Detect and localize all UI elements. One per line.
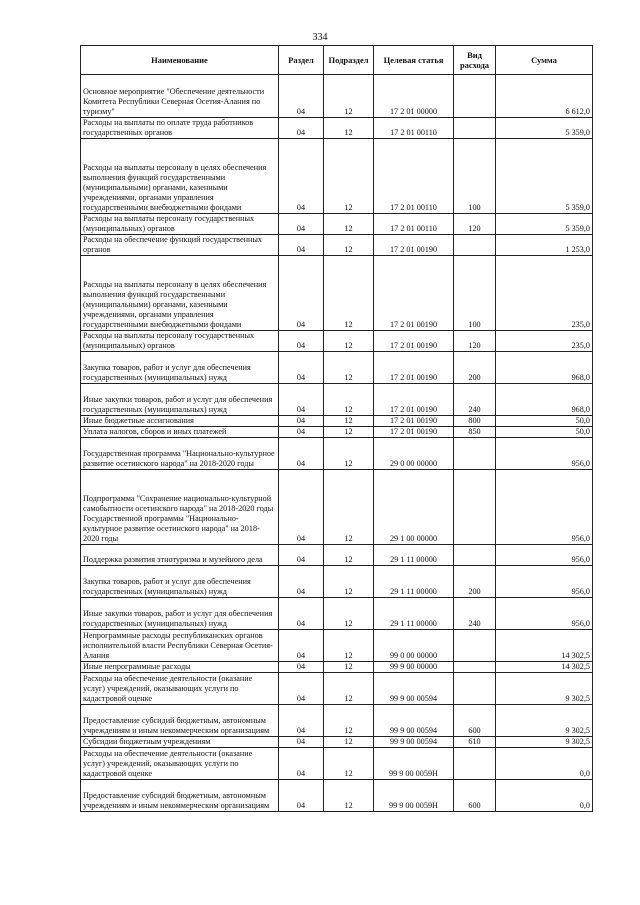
- table-row: [81, 673, 593, 705]
- cell-name: Основное мероприятие "Обеспечение деятельности Комитета Республики Северная Осетия-Алания по туризму": [81, 75, 279, 118]
- cell-name: Уплата налогов, сборов и иных платежей: [81, 427, 279, 438]
- header-name: Наименование: [81, 46, 279, 75]
- cell-sum: 9 302,5: [496, 705, 593, 737]
- cell-section: 04: [279, 384, 324, 416]
- cell-subsection: 12: [324, 545, 374, 566]
- table-row: [81, 139, 593, 214]
- cell-target: 17 2 01 00190: [374, 427, 454, 438]
- cell-sum: 50,0: [496, 427, 593, 438]
- cell-name: Закупка товаров, работ и услуг для обеспечения государственных (муниципальных) нужд: [81, 566, 279, 598]
- cell-section: 04: [279, 235, 324, 256]
- table-row: [81, 545, 593, 566]
- cell-type: 240: [454, 384, 496, 416]
- cell-name: Расходы на выплаты персоналу в целях обеспечения выполнения функций государственными (муниципальными) органами, казенными учреждениями, органами управления государственными внебюджетными фондами: [81, 256, 279, 331]
- cell-sum: 956,0: [496, 470, 593, 545]
- table-row: [81, 748, 593, 780]
- cell-subsection: 12: [324, 780, 374, 812]
- cell-section: 04: [279, 470, 324, 545]
- cell-sum: 235,0: [496, 256, 593, 331]
- cell-subsection: 12: [324, 331, 374, 352]
- cell-section: 04: [279, 748, 324, 780]
- cell-name: Расходы на обеспечение деятельности (оказание услуг) учреждений, оказывающих услуги по кадастровой оценке: [81, 673, 279, 705]
- cell-subsection: 12: [324, 673, 374, 705]
- cell-target: 99 9 00 00000: [374, 662, 454, 673]
- table-row: [81, 214, 593, 235]
- cell-type: [454, 470, 496, 545]
- cell-name: Закупка товаров, работ и услуг для обеспечения государственных (муниципальных) нужд: [81, 352, 279, 384]
- cell-sum: 956,0: [496, 566, 593, 598]
- cell-sum: 9 302,5: [496, 673, 593, 705]
- cell-target: 17 2 01 00110: [374, 139, 454, 214]
- cell-type: 610: [454, 737, 496, 748]
- cell-type: 800: [454, 416, 496, 427]
- cell-section: 04: [279, 416, 324, 427]
- cell-name: Иные непрограммные расходы: [81, 662, 279, 673]
- cell-target: 29 1 00 00000: [374, 470, 454, 545]
- cell-sum: 5 359,0: [496, 214, 593, 235]
- cell-name: Предоставление субсидий бюджетным, автономным учреждениям и иным некоммерческим организациям: [81, 780, 279, 812]
- cell-target: 17 2 01 00190: [374, 235, 454, 256]
- table-row: [81, 470, 593, 545]
- cell-sum: 0,0: [496, 748, 593, 780]
- header-subsection: Подраздел: [324, 46, 374, 75]
- cell-subsection: 12: [324, 438, 374, 470]
- cell-target: 99 9 00 0059Н: [374, 748, 454, 780]
- cell-type: [454, 673, 496, 705]
- cell-type: [454, 438, 496, 470]
- table-row: [81, 566, 593, 598]
- header-section: Раздел: [279, 46, 324, 75]
- cell-type: [454, 630, 496, 662]
- cell-subsection: 12: [324, 139, 374, 214]
- cell-name: Государственная программа "Национально-культурное развитие осетинского народа" на 2018-2020 годы: [81, 438, 279, 470]
- table-row: [81, 384, 593, 416]
- cell-name: Поддержка развития этнотуризма и музейного дела: [81, 545, 279, 566]
- cell-section: 04: [279, 566, 324, 598]
- cell-name: Расходы на выплаты по оплате труда работников государственных органов: [81, 118, 279, 139]
- cell-subsection: 12: [324, 470, 374, 545]
- cell-name: Расходы на выплаты персоналу государственных (муниципальных) органов: [81, 214, 279, 235]
- cell-sum: 0,0: [496, 780, 593, 812]
- cell-name: Непрограммные расходы республиканских органов исполнительной власти Республики Северная Осетия-Алания: [81, 630, 279, 662]
- cell-subsection: 12: [324, 705, 374, 737]
- table-row: [81, 598, 593, 630]
- cell-type: 200: [454, 352, 496, 384]
- cell-section: 04: [279, 331, 324, 352]
- cell-target: 17 2 01 00000: [374, 75, 454, 118]
- cell-target: 29 0 00 00000: [374, 438, 454, 470]
- cell-name: Расходы на выплаты персоналу государственных (муниципальных) органов: [81, 331, 279, 352]
- cell-name: Подпрограмма "Сохранение национально-культурной самобытности осетинского народа" на 2018-2020 годы Государственной программы "Национально-культурное развитие осетинского народа" на 2018-2020 годы: [81, 470, 279, 545]
- cell-type: 100: [454, 256, 496, 331]
- cell-sum: 968,0: [496, 384, 593, 416]
- table-row: [81, 427, 593, 438]
- cell-type: 600: [454, 780, 496, 812]
- table-row: [81, 331, 593, 352]
- cell-type: [454, 75, 496, 118]
- cell-subsection: 12: [324, 256, 374, 331]
- cell-section: 04: [279, 75, 324, 118]
- cell-type: 120: [454, 214, 496, 235]
- page-number: 334: [312, 32, 328, 43]
- cell-name: Расходы на выплаты персоналу в целях обеспечения выполнения функций государственными (муниципальными) органами, казенными учреждениями, органами управления государственными внебюджетными фондами: [81, 139, 279, 214]
- cell-subsection: 12: [324, 566, 374, 598]
- cell-subsection: 12: [324, 416, 374, 427]
- cell-type: [454, 118, 496, 139]
- cell-target: 17 2 01 00190: [374, 352, 454, 384]
- cell-sum: 5 359,0: [496, 139, 593, 214]
- cell-type: [454, 748, 496, 780]
- cell-name: Субсидии бюджетным учреждениям: [81, 737, 279, 748]
- cell-target: 29 1 11 00000: [374, 545, 454, 566]
- cell-type: 120: [454, 331, 496, 352]
- cell-section: 04: [279, 214, 324, 235]
- cell-sum: 6 612,0: [496, 75, 593, 118]
- cell-sum: 5 359,0: [496, 118, 593, 139]
- cell-type: 850: [454, 427, 496, 438]
- cell-section: 04: [279, 427, 324, 438]
- table-body: [81, 75, 593, 812]
- table-row: [81, 438, 593, 470]
- table-row: [81, 737, 593, 748]
- cell-subsection: 12: [324, 214, 374, 235]
- cell-subsection: 12: [324, 427, 374, 438]
- table-header: [81, 46, 593, 75]
- cell-subsection: 12: [324, 630, 374, 662]
- table-row: [81, 75, 593, 118]
- cell-sum: 968,0: [496, 352, 593, 384]
- cell-subsection: 12: [324, 662, 374, 673]
- cell-section: 04: [279, 673, 324, 705]
- cell-section: 04: [279, 256, 324, 331]
- cell-sum: 14 302,5: [496, 662, 593, 673]
- cell-sum: 1 253,0: [496, 235, 593, 256]
- cell-section: 04: [279, 139, 324, 214]
- cell-target: 99 9 00 00594: [374, 737, 454, 748]
- table-row: [81, 235, 593, 256]
- cell-target: 99 9 00 0059Н: [374, 780, 454, 812]
- cell-type: [454, 662, 496, 673]
- cell-type: 240: [454, 598, 496, 630]
- cell-target: 99 9 00 00594: [374, 705, 454, 737]
- cell-subsection: 12: [324, 384, 374, 416]
- table-row: [81, 662, 593, 673]
- cell-name: Иные бюджетные ассигнования: [81, 416, 279, 427]
- cell-target: 17 2 01 00110: [374, 118, 454, 139]
- cell-subsection: 12: [324, 235, 374, 256]
- cell-section: 04: [279, 352, 324, 384]
- table-row: [81, 780, 593, 812]
- cell-subsection: 12: [324, 737, 374, 748]
- cell-sum: 235,0: [496, 331, 593, 352]
- cell-section: 04: [279, 118, 324, 139]
- cell-type: [454, 545, 496, 566]
- cell-name: Расходы на обеспечение деятельности (оказание услуг) учреждений, оказывающих услуги по кадастровой оценке: [81, 748, 279, 780]
- cell-subsection: 12: [324, 352, 374, 384]
- cell-target: 17 2 01 00190: [374, 384, 454, 416]
- table-row: [81, 118, 593, 139]
- table-row: [81, 705, 593, 737]
- table-row: [81, 630, 593, 662]
- budget-table: [80, 45, 593, 812]
- cell-name: Расходы на обеспечение функций государственных органов: [81, 235, 279, 256]
- cell-section: 04: [279, 662, 324, 673]
- cell-type: 200: [454, 566, 496, 598]
- cell-name: Иные закупки товаров, работ и услуг для обеспечения государственных (муниципальных) нужд: [81, 598, 279, 630]
- cell-sum: 50,0: [496, 416, 593, 427]
- table-row: [81, 416, 593, 427]
- cell-section: 04: [279, 780, 324, 812]
- cell-sum: 9 302,5: [496, 737, 593, 748]
- header-target: Целевая статья: [374, 46, 454, 75]
- cell-target: 99 0 00 00000: [374, 630, 454, 662]
- cell-subsection: 12: [324, 118, 374, 139]
- header-type: Вид расхода: [454, 46, 496, 75]
- cell-type: 600: [454, 705, 496, 737]
- cell-section: 04: [279, 630, 324, 662]
- header-sum: Сумма: [496, 46, 593, 75]
- cell-section: 04: [279, 438, 324, 470]
- cell-subsection: 12: [324, 598, 374, 630]
- cell-target: 29 1 11 00000: [374, 598, 454, 630]
- cell-section: 04: [279, 545, 324, 566]
- cell-sum: 956,0: [496, 545, 593, 566]
- cell-target: 29 1 11 00000: [374, 566, 454, 598]
- table-row: [81, 256, 593, 331]
- cell-type: 100: [454, 139, 496, 214]
- cell-target: 17 2 01 00110: [374, 214, 454, 235]
- cell-target: 17 2 01 00190: [374, 256, 454, 331]
- cell-section: 04: [279, 705, 324, 737]
- table-row: [81, 352, 593, 384]
- cell-name: Предоставление субсидий бюджетным, автономным учреждениям и иным некоммерческим организациям: [81, 705, 279, 737]
- cell-target: 17 2 01 00190: [374, 416, 454, 427]
- cell-subsection: 12: [324, 75, 374, 118]
- cell-name: Иные закупки товаров, работ и услуг для обеспечения государственных (муниципальных) нужд: [81, 384, 279, 416]
- cell-section: 04: [279, 737, 324, 748]
- cell-sum: 14 302,5: [496, 630, 593, 662]
- cell-target: 99 9 00 00594: [374, 673, 454, 705]
- cell-sum: 956,0: [496, 438, 593, 470]
- cell-section: 04: [279, 598, 324, 630]
- cell-type: [454, 235, 496, 256]
- cell-subsection: 12: [324, 748, 374, 780]
- cell-sum: 956,0: [496, 598, 593, 630]
- cell-target: 17 2 01 00190: [374, 331, 454, 352]
